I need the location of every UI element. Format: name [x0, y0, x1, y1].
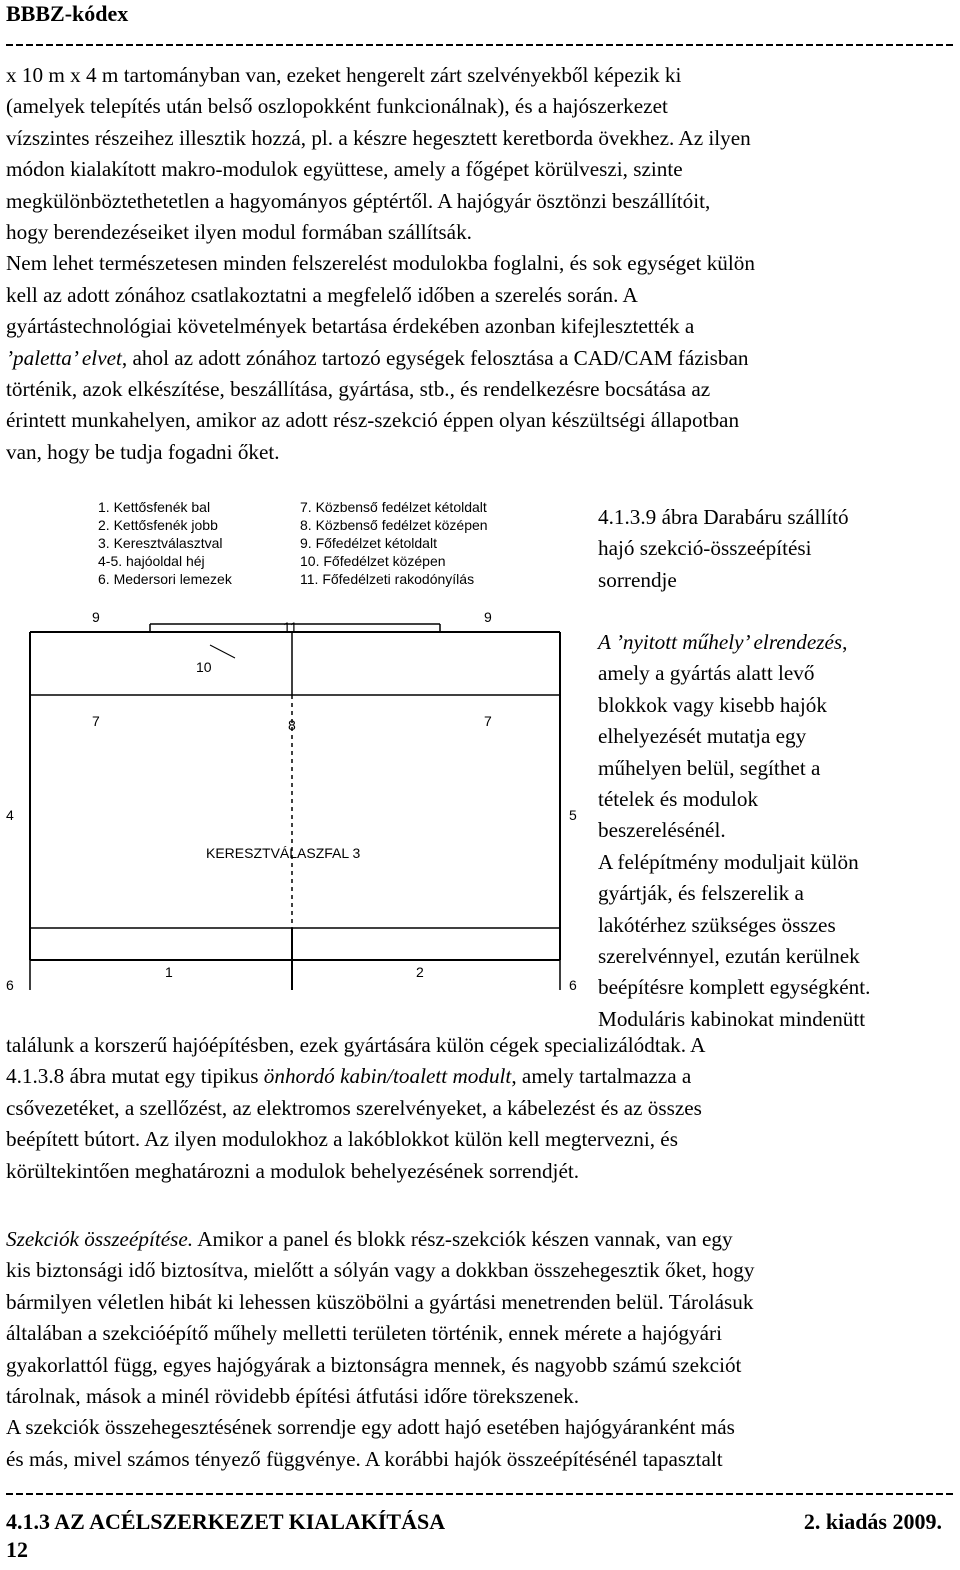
footer-chapter: 4.1.3 AZ ACÉLSZERKEZET KIALAKÍTÁSA: [6, 1509, 446, 1534]
text-line: (amelyek telepítés után belső oszlopokként funkcionálnak), és a hajószerkezet: [6, 94, 668, 119]
text-line: kell az adott zónához csatlakoztatni a megfelelő időben a szerelés során. A: [6, 282, 638, 307]
header-dashed-rule: [6, 44, 954, 46]
text-fragment: Amikor a panel és blokk rész-szekciók készen vannak, van egy: [193, 1227, 733, 1251]
text-line: x 10 m x 4 m tartományban van, ezeket hengerelt zárt szelvényekből képezik ki: [6, 63, 682, 87]
text-line: gyakorlattól függ, egyes hajógyárak a biztonságra mennek, és nagyobb számú szekciót: [6, 1352, 742, 1377]
text-line: lakótérhez szükséges összes: [598, 912, 836, 937]
text-line: szerelvénnyel, ezután kerülnek: [598, 943, 860, 968]
text-line: gyártástechnológiai követelmények betartása érdekében azonban kifejlesztették a: [6, 314, 695, 339]
label-9-right: 9: [484, 609, 492, 625]
text-line: Moduláris kabinokat mindenütt: [598, 1006, 866, 1031]
text-line: beépítésre komplett egységként.: [598, 975, 871, 1000]
text-line: beszerelésénél.: [598, 818, 726, 843]
label-2: 2: [416, 964, 424, 980]
page-number: 12: [6, 1537, 28, 1562]
footer-edition: 2. kiadás 2009.: [803, 1509, 942, 1534]
text-line: hogy berendezéseiket ilyen modul formában szállítsák.: [6, 219, 472, 244]
text-line: tárolnak, mások a minél rövidebb építési átfutási időre törekszenek.: [6, 1383, 580, 1408]
label-7-left: 7: [92, 713, 100, 729]
text-line: történik, azok elkészítése, beszállítása, gyártása, stb., és rendelkezésre bocsátása az: [6, 376, 711, 401]
paletta-term: ’paletta’ elvet: [6, 345, 122, 370]
legend-item: 2. Kettősfenék jobb: [98, 517, 218, 533]
text-line: A felépítmény moduljait külön: [598, 849, 859, 874]
text-line: amely a gyártás alatt levő: [598, 661, 815, 686]
text-line: és más, mivel számos tényező függvénye. A korábbi hajók összeépítésénél tapasztalt: [6, 1446, 723, 1471]
text-fragment: , amely tartalmazza a: [511, 1064, 692, 1089]
label-6-right: 6: [569, 977, 577, 993]
text-line: körültekintően meghatározni a modulok behelyezésének sorrendjét.: [6, 1158, 580, 1183]
text-fragment: ,: [842, 630, 848, 654]
text-line: műhelyen belül, segíthet a: [598, 755, 821, 780]
section-subheading: Szekciók összeépítése.: [6, 1227, 194, 1251]
legend-item: 9. Főfedélzet kétoldalt: [300, 535, 437, 551]
legend-item: 3. Keresztválasztval: [98, 535, 223, 551]
bulkhead-label: KERESZTVÁLASZFAL 3: [206, 845, 361, 861]
label-5: 5: [569, 807, 577, 823]
text-fragment: 4.1.3.8 ábra mutat egy tipikus: [6, 1064, 264, 1089]
paragraph-cabins: [6, 1030, 956, 1187]
label-1: 1: [165, 964, 173, 980]
document-title: BBBZ-kódex: [6, 1, 129, 26]
paragraph-modules: [6, 60, 956, 468]
text-line: megkülönböztethetetlen a hagyományos géptértől. A hajógyár ösztönzi beszállítóit,: [6, 188, 711, 213]
legend-left: [98, 499, 233, 587]
label-9-left: 9: [92, 609, 100, 625]
figure-caption: [598, 502, 958, 596]
text-line: általában a szekcióépítő műhely melletti területen történik, ennek mérete a hajógyári: [6, 1321, 722, 1346]
text-line: kis biztonsági idő biztosítva, mielőtt a sólyán vagy a dokkban összehegesztik őket, hogy: [6, 1258, 755, 1283]
text-line: blokkok vagy kisebb hajók: [598, 692, 827, 717]
hull-outline: [30, 624, 560, 990]
legend-item: 11. Főfedélzeti rakodónyílás: [300, 571, 475, 587]
caption-line: sorrendje: [598, 567, 677, 592]
text-line: találunk a korszerű hajóépítésben, ezek gyártására külön cégek specializálódtak. A: [6, 1033, 706, 1057]
legend-item: 7. Közbenső fedélzet kétoldalt: [300, 499, 487, 515]
label-7-right: 7: [484, 713, 492, 729]
label-10: 10: [196, 659, 212, 675]
label-8: 8: [288, 717, 296, 733]
text-line: van, hogy be tudja fogadni őket.: [6, 439, 280, 464]
leader-line-10: [210, 645, 235, 658]
section-diagram: [0, 490, 590, 1000]
text-line: bármilyen véletlen hibát ki lehessen küszöbölni a gyártási menetrenden belül. Tárolásuk: [6, 1289, 754, 1314]
text-line-nyitott: [598, 627, 958, 658]
text-line-heading: [6, 1224, 956, 1255]
label-4: 4: [6, 807, 14, 823]
legend-item: 10. Főfedélzet középen: [300, 553, 446, 569]
text-line: tételek és modulok: [598, 786, 759, 811]
text-line: elhelyezését mutatja egy: [598, 724, 807, 749]
text-line: beépített bútort. Az ilyen modulokhoz a lakóblokkot külön kell megtervezni, és: [6, 1127, 678, 1152]
footer-dashed-rule: [6, 1493, 954, 1495]
legend-right: [300, 499, 488, 587]
section-assembly-figure: [0, 490, 590, 1000]
text-line: csővezetéket, a szellőzést, az elektromos szerelvényeket, a kábelezést és az összes: [6, 1095, 702, 1120]
legend-item: 6. Medersori lemezek: [98, 571, 232, 587]
legend-item: 8. Közbenső fedélzet középen: [300, 517, 488, 533]
text-line: gyártják, és felszerelik a: [598, 881, 804, 906]
text-line-kabin: [6, 1061, 956, 1092]
kabin-term: önhordó kabin/toalett modult: [263, 1064, 512, 1089]
caption-line: hajó szekció-összeépítési: [598, 536, 812, 561]
legend-item: 4-5. hajóoldal héj: [98, 553, 205, 569]
legend-item: 1. Kettősfenék bal: [98, 499, 211, 515]
text-line: Nem lehet természetesen minden felszerelést modulokba foglalni, és sok egységet külön: [6, 251, 755, 276]
text-line: módon kialakított makro-modulok együttese, amely a főgépet körülveszi, szinte: [6, 157, 683, 182]
text-line: érintett munkahelyen, amikor az adott rész-szekció éppen olyan készültségi állapotban: [6, 408, 740, 433]
text-line: vízszintes részeihez illesztik hozzá, pl. a készre hegesztett keretborda övekhez. Az ilyen: [6, 125, 751, 150]
caption-line: 4.1.3.9 ábra Darabáru szállító: [598, 505, 849, 529]
label-11: 11: [283, 619, 298, 635]
side-paragraph: [598, 627, 958, 1035]
text-line: A szekciók összehegesztésének sorrendje egy adott hajó esetében hajógyáranként más: [6, 1415, 735, 1440]
paragraph-assembly: [6, 1224, 956, 1475]
label-6-left: 6: [6, 977, 14, 993]
text-fragment: , ahol az adott zónához tartozó egységek felosztása a CAD/CAM fázisban: [121, 345, 749, 370]
text-line-paletta: [6, 343, 956, 374]
nyitott-term: A ’nyitott műhely’ elrendezés: [598, 630, 843, 654]
